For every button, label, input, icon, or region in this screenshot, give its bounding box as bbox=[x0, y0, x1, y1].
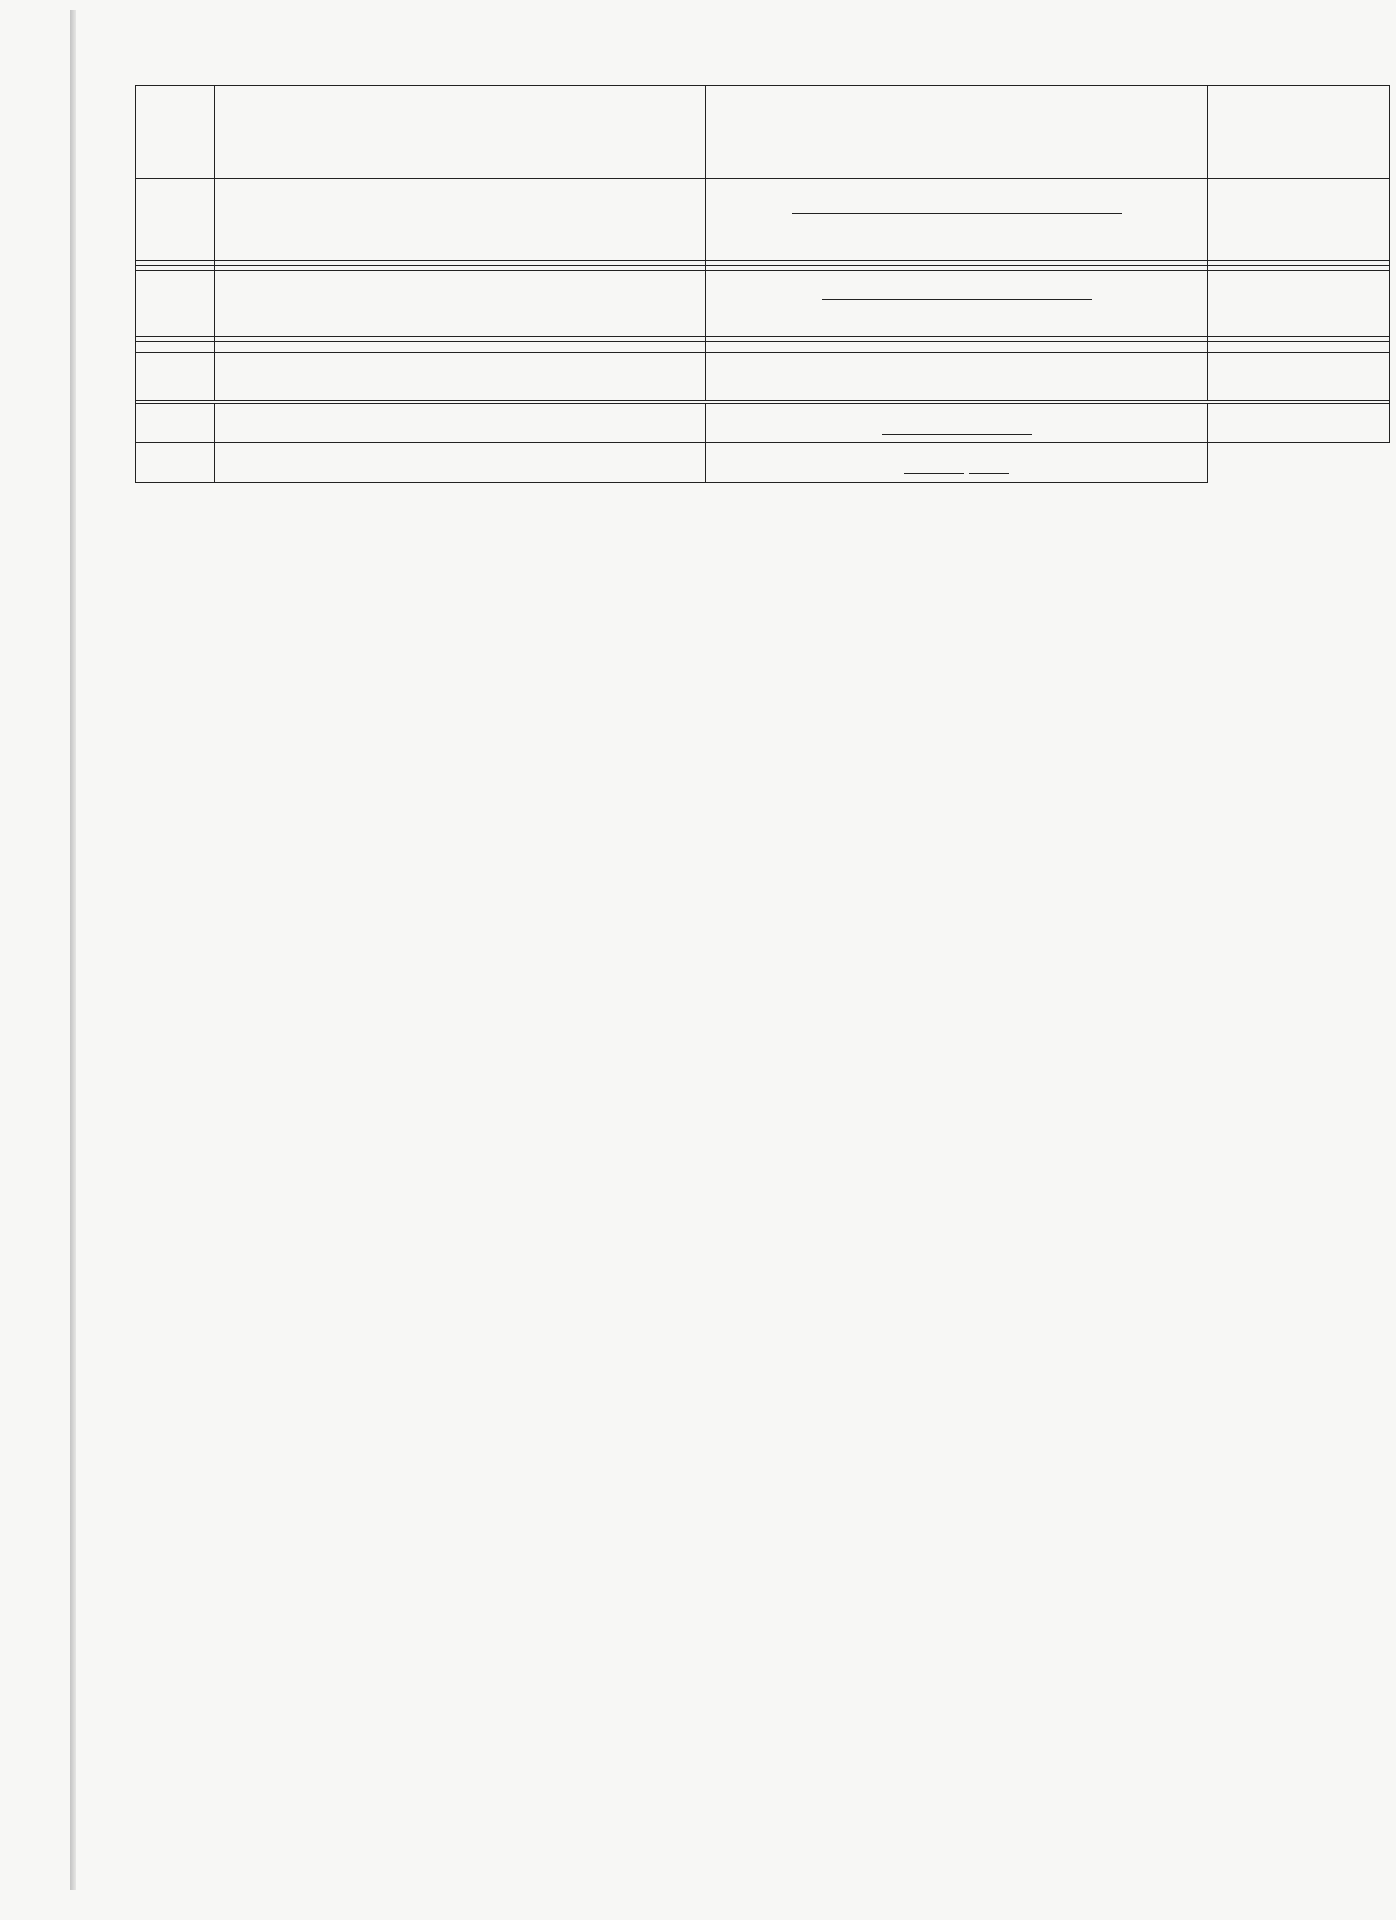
row-num bbox=[136, 353, 215, 401]
scan-edge bbox=[70, 10, 76, 1890]
header-desc bbox=[705, 86, 1207, 179]
row-name bbox=[214, 342, 705, 353]
row-name bbox=[214, 443, 705, 482]
row-num bbox=[136, 271, 215, 337]
document-page bbox=[135, 85, 1390, 483]
row-note bbox=[1208, 342, 1390, 353]
row-value bbox=[705, 353, 1207, 401]
row-num bbox=[136, 342, 215, 353]
row-name bbox=[214, 353, 705, 401]
row-desc bbox=[705, 404, 1207, 443]
header-note bbox=[1208, 86, 1390, 179]
table-row bbox=[136, 443, 1390, 482]
row-num bbox=[136, 443, 215, 482]
data-table bbox=[135, 85, 1390, 483]
row-desc bbox=[705, 179, 1207, 261]
row-desc bbox=[705, 443, 1207, 482]
table-row bbox=[136, 342, 1390, 353]
row-note bbox=[1208, 353, 1390, 401]
table-header bbox=[136, 86, 1390, 179]
header-name bbox=[214, 86, 705, 179]
table-row bbox=[136, 271, 1390, 337]
row-value bbox=[705, 342, 1207, 353]
row-name bbox=[214, 404, 705, 443]
table-row bbox=[136, 404, 1390, 443]
row-note bbox=[1208, 404, 1390, 443]
table-row bbox=[136, 353, 1390, 401]
row-num bbox=[136, 179, 215, 261]
header-num bbox=[136, 86, 215, 179]
row-name bbox=[214, 271, 705, 337]
row-name bbox=[214, 179, 705, 261]
row-desc bbox=[705, 271, 1207, 337]
row-note bbox=[1208, 179, 1390, 261]
row-num bbox=[136, 404, 215, 443]
table-row bbox=[136, 179, 1390, 261]
row-note bbox=[1208, 271, 1390, 337]
